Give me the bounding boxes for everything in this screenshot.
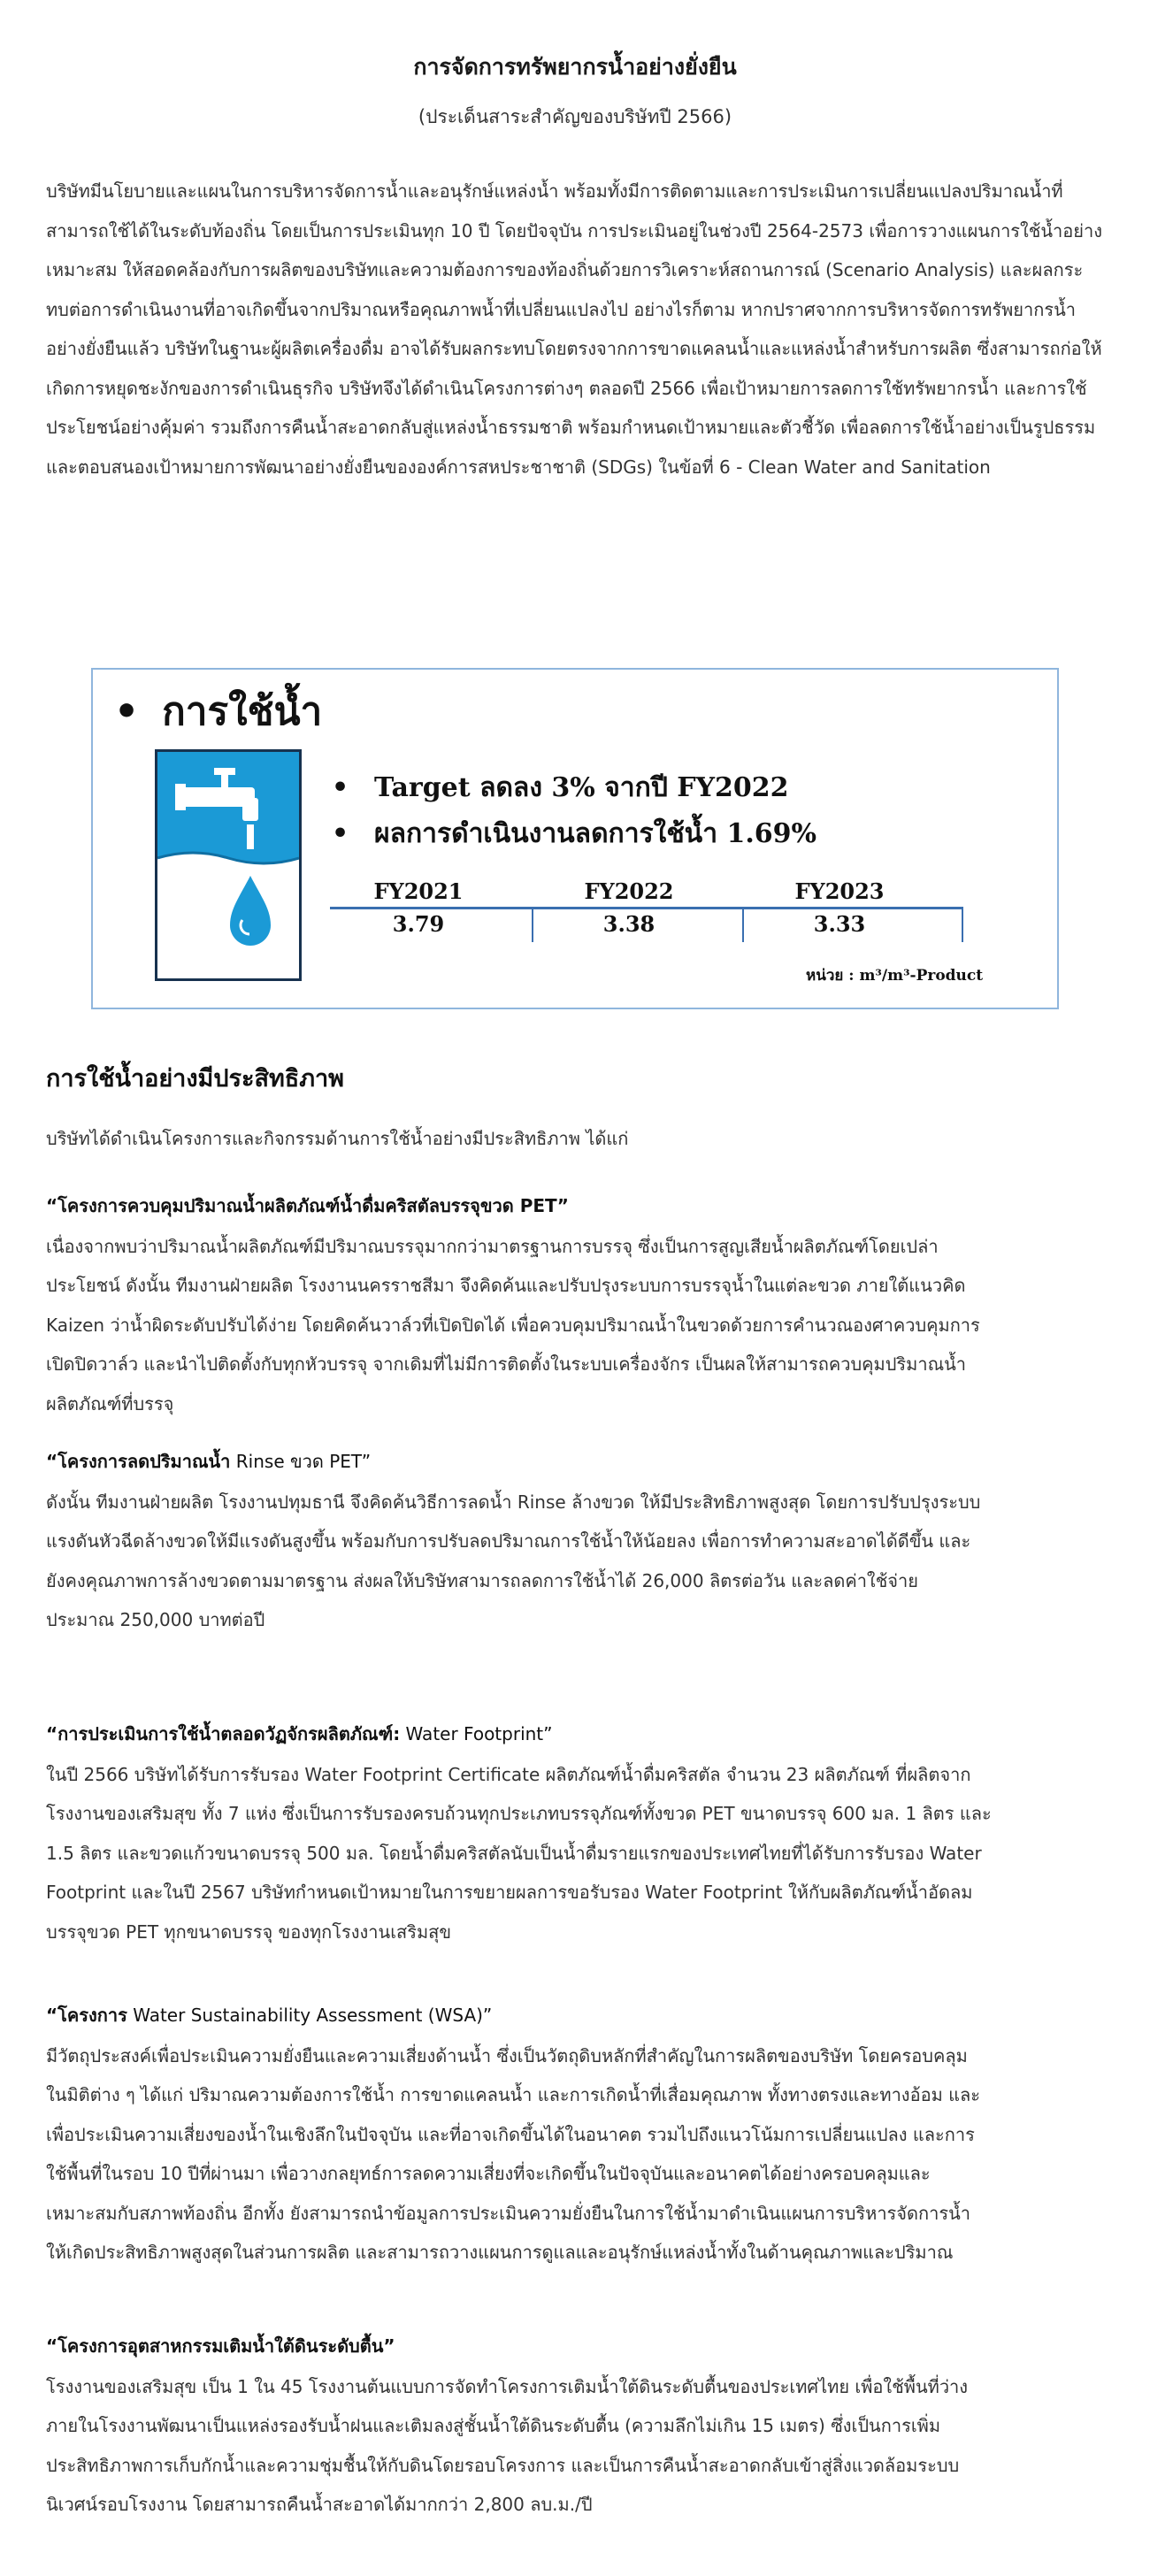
- project-title: “โครงการอุตสาหกรรมเติมน้ำใต้ดินระดับตื้น”: [46, 2335, 395, 2357]
- panel-heading-text: การใช้น้ำ: [162, 689, 323, 734]
- year-header: FY2022: [584, 878, 674, 904]
- project-title: “โครงการ Water Sustainability Assessment (WSA)”: [46, 2005, 493, 2026]
- project-line: ยังคงคุณภาพการล้างขวดตามมาตรฐาน ส่งผลให้บริษัทสามารถลดการใช้น้ำได้ 26,000 ลิตรต่อวัน และลดค่าใช้จ่าย: [46, 1570, 918, 1591]
- project-line: เนื่องจากพบว่าปริมาณน้ำผลิตภัณฑ์มีปริมาณบรรจุมากกว่ามาตรฐานการบรรจุ ซึ่งเป็นการสูญเสียน้ำผลิตภัณฑ์โดยเปล่า: [46, 1236, 939, 1257]
- project-line: โรงงานของเสริมสุข เป็น 1 ใน 45 โรงงานต้นแบบการจัดทำโครงการเติมน้ำใต้ดินระดับตื้นของประเทศไทย เพื่อใช้พื้นที่ว่าง: [46, 2376, 969, 2397]
- project-title: “โครงการลดปริมาณน้ำ Rinse ขวด PET”: [46, 1451, 372, 1472]
- project-line: ประโยชน์ ดังนั้น ทีมงานฝ่ายผลิต โรงงานนครราชสีมา จึงคิดค้นและปรับปรุงระบบการบรรจุน้ำในแต่ละขวด ภายใต้แนวคิด: [46, 1275, 966, 1296]
- section-lead: บริษัทได้ดำเนินโครงการและกิจกรรมด้านการใช้น้ำอย่างมีประสิทธิภาพ ได้แก่: [46, 1128, 629, 1149]
- performance-bullet: [332, 813, 816, 855]
- page-title: การจัดการทรัพยากรน้ำอย่างยั่งยืน: [413, 54, 737, 80]
- project-line: Footprint และในปี 2567 บริษัทกำหนดเป้าหมายในการขยายผลการขอรับรอง Water Footprint ให้กับผลิตภัณฑ์น้ำอัดลม: [46, 1882, 973, 1903]
- section-heading: การใช้น้ำอย่างมีประสิทธิภาพ: [46, 1065, 344, 1092]
- project-line: ประมาณ 250,000 บาทต่อปี: [46, 1609, 265, 1630]
- project-line: 1.5 ลิตร และขวดแก้วขนาดบรรจุ 500 มล. โดยน้ำดื่มคริสตัลนับเป็นน้ำดื่มรายแรกของประเทศไทยที่ได้รับการรับรอง Water: [46, 1843, 982, 1864]
- project-line: ในปี 2566 บริษัทได้รับการรับรอง Water Footprint Certificate ผลิตภัณฑ์น้ำดื่มคริสตัล จำนวน 23 ผลิตภัณฑ์ ที่ผลิตจาก: [46, 1764, 971, 1785]
- project-line: บรรจุขวด PET ทุกขนาดบรรจุ ของทุกโรงงานเสริมสุข: [46, 1921, 452, 1943]
- year-header: FY2023: [794, 878, 885, 904]
- project-line: แรงดันหัวฉีดล้างขวดให้มีแรงดันสูงขึ้น พร้อมกับการปรับลดปริมาณการใช้น้ำให้น้อยลง เพื่อการทำความสะอาดได้ดีขึ้น และ: [46, 1530, 971, 1552]
- project-line: ผลิตภัณฑ์ที่บรรจุ: [46, 1393, 174, 1414]
- year-value: 3.79: [392, 911, 445, 937]
- project-title: “โครงการควบคุมปริมาณน้ำผลิตภัณฑ์น้ำดื่มคริสตัลบรรจุขวด PET”: [46, 1195, 569, 1216]
- bullet-icon: •: [114, 689, 140, 734]
- bullet-icon: •: [332, 818, 349, 849]
- table-divider: [532, 907, 533, 942]
- table-divider: [962, 907, 963, 942]
- year-value: 3.33: [813, 911, 866, 937]
- table-divider: [742, 907, 744, 942]
- project-line: ดังนั้น ทีมงานฝ่ายผลิต โรงงานปทุมธานี จึงคิดค้นวิธีการลดน้ำ Rinse ล้างขวด ให้มีประสิทธิภาพสูงสุด โดยการปรับปรุงระบบ: [46, 1491, 981, 1513]
- project-line: ภายในโรงงานพัฒนาเป็นแหล่งรองรับน้ำฝนและเติมลงสู่ชั้นน้ำใต้ดินระดับตื้น (ความลึกไม่เกิน 15 เมตร) ซึ่งเป็นการเพิ่ม: [46, 2415, 941, 2436]
- project-line: ประสิทธิภาพการเก็บกักน้ำและความชุ่มชื้นให้กับดินโดยรอบโครงการ และเป็นการคืนน้ำสะอาดกลับเข้าสู่สิ่งแวดล้อมระบบ: [46, 2455, 960, 2476]
- project-line: มีวัตถุประสงค์เพื่อประเมินความยั่งยืนและความเสี่ยงด้านน้ำ ซึ่งเป็นวัตถุดิบหลักที่สำคัญในการผลิตของบริษัท โดยครอบคลุม: [46, 2045, 968, 2066]
- project-line: ในมิติต่าง ๆ ได้แก่ ปริมาณความต้องการใช้น้ำ การขาดแคลนน้ำ และการเกิดน้ำที่เสื่อมคุณภาพ ทั้งทางตรงและทางอ้อม และ: [46, 2084, 981, 2105]
- water-usage-infographic: [91, 668, 1059, 1009]
- intro-paragraph: บริษัทมีนโยบายและแผนในการบริหารจัดการน้ำและอนุรักษ์แหล่งน้ำ พร้อมทั้งมีการติดตามและการประเมินการเปลี่ยนแปลงปริมาณน้ำที่สามารถใช้ได้ในระดับท้องถิ่น โดยเป็นการประเมินทุก 10 ปี โดยปัจจุบัน การประเมินอยู่ในช่วงปี 2564-2573 เพื่อการวางแผนการใช้น้ำอย่างเหมาะสม ให้สอดคล้องกับการผลิตของบริษัทและความต้องการของท้องถิ่นด้วยการวิเคราะห์สถานการณ์ (Scenario Analysis) และผลกระทบต่อการดำเนินงานที่อาจเกิดขึ้นจากปริมาณหรือคุณภาพน้ำที่เปลี่ยนแปลงไป อย่างไรก็ตาม หากปราศจากการบริหารจัดการทรัพยากรน้ำอย่างยั่งยืนแล้ว บริษัทในฐานะผู้ผลิตเครื่องดื่ม อาจได้รับผลกระทบโดยตรงจากการขาดแคลนน้ำและแหล่งน้ำสำหรับการผลิต ซึ่งสามารถก่อให้เกิดการหยุดชะงักของการดำเนินธุรกิจ บริษัทจึงได้ดำเนินโครงการต่างๆ ตลอดปี 2566 เพื่อเป้าหมายการลดการใช้ทรัพยากรน้ำ และการใช้ประโยชน์อย่างคุ้มค่า รวมถึงการคืนน้ำสะอาดกลับสู่แหล่งน้ำธรรมชาติ พร้อมกำหนดเป้าหมายและตัวชี้วัด เพื่อลดการใช้น้ำอย่างเป็นรูปธรรม และตอบสนองเป้าหมายการพัฒนาอย่างยั่งยืนขององค์การสหประชาชาติ (SDGs) ในข้อที่ 6 - Clean Water and Sanitation: [46, 180, 1103, 478]
- project-line: เพื่อประเมินความเสี่ยงของน้ำในเชิงลึกในปัจจุบัน และที่อาจเกิดขึ้นได้ในอนาคต รวมไปถึงแนวโน้มการเปลี่ยนแปลง และการ: [46, 2124, 975, 2145]
- project-title: “การประเมินการใช้น้ำตลอดวัฏจักรผลิตภัณฑ์: Water Footprint”: [46, 1723, 553, 1744]
- water-tap-icon: [155, 749, 302, 981]
- project-line: Kaizen ว่าน้ำผิดระดับปรับได้ง่าย โดยคิดค้นวาล์วที่เปิดปิดได้ เพื่อควบคุมปริมาณน้ำในขวดด้วยการคำนวณองศาควบคุมการ: [46, 1315, 980, 1336]
- bullet-icon: •: [332, 772, 349, 803]
- panel-heading: [114, 680, 322, 742]
- unit-label: หน่วย : m³/m³-Product: [806, 967, 984, 985]
- target-bullet: [332, 767, 789, 809]
- page-subtitle: (ประเด็นสาระสำคัญของบริษัทปี 2566): [418, 106, 732, 127]
- performance-text: ผลการดำเนินงานลดการใช้น้ำ 1.69%: [374, 818, 817, 849]
- table-rule: [330, 907, 963, 909]
- year-value: 3.38: [602, 911, 656, 937]
- project-line: ให้เกิดประสิทธิภาพสูงสุดในส่วนการผลิต และสามารถวางแผนการดูแลและอนุรักษ์แหล่งน้ำทั้งในด้านคุณภาพและปริมาณ: [46, 2242, 954, 2263]
- project-line: โรงงานของเสริมสุข ทั้ง 7 แห่ง ซึ่งเป็นการรับรองครบถ้วนทุกประเภทบรรจุภัณฑ์ทั้งขวด PET ขนาดบรรจุ 600 มล. 1 ลิตร และ: [46, 1803, 992, 1824]
- year-header: FY2021: [373, 878, 464, 904]
- project-line: เปิดปิดวาล์ว และนำไปติดตั้งกับทุกหัวบรรจุ จากเดิมที่ไม่มีการติดตั้งในระบบเครื่องจักร เป็นผลให้สามารถควบคุมปริมาณน้ำ: [46, 1353, 967, 1375]
- project-line: เหมาะสมกับสภาพท้องถิ่น อีกทั้ง ยังสามารถนำข้อมูลการประเมินความยั่งยืนในการใช้น้ำมาดำเนินแผนการบริหารจัดการน้ำ: [46, 2203, 970, 2224]
- project-line: นิเวศน์รอบโรงงาน โดยสามารถคืนน้ำสะอาดได้มากกว่า 2,800 ลบ.ม./ปี: [46, 2494, 593, 2515]
- project-line: ใช้พื้นที่ในรอบ 10 ปีที่ผ่านมา เพื่อวางกลยุทธ์การลดความเสี่ยงที่จะเกิดขึ้นในปัจจุบันและอนาคตได้อย่างครอบคลุมและ: [46, 2163, 931, 2184]
- target-text: Target ลดลง 3% จากปี FY2022: [374, 772, 789, 803]
